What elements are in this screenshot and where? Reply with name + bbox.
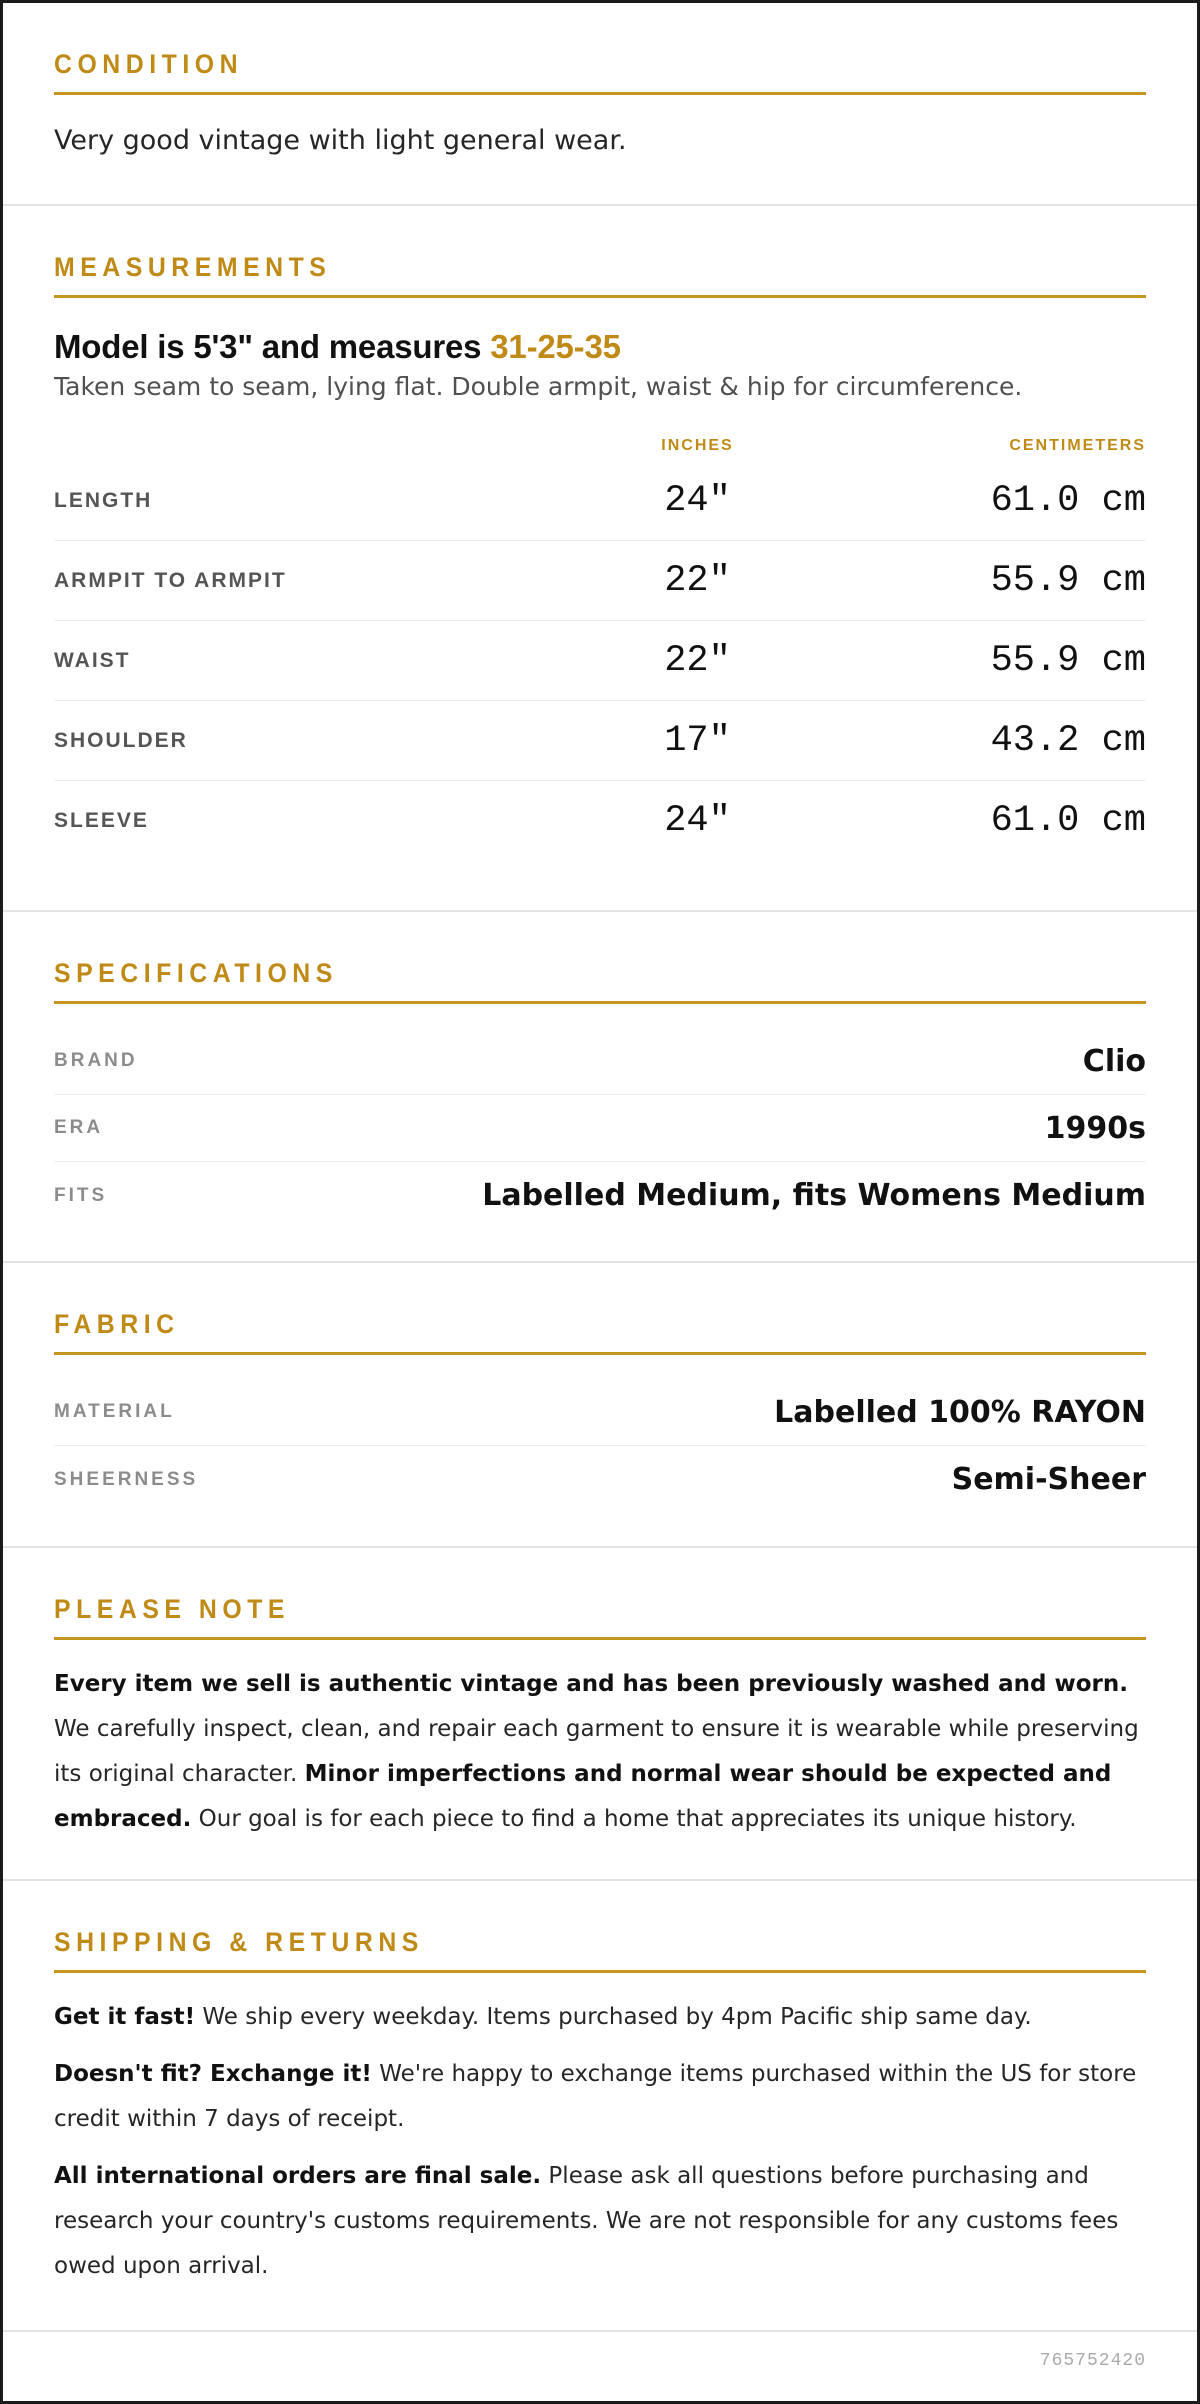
shipping-returns-section (3, 1881, 1197, 2332)
note-bold-2: Minor imperfections and normal wear should be expected and embraced. (54, 1761, 1112, 1832)
measurement-cm: 61.0 cm (990, 479, 1146, 522)
model-measurements (54, 328, 1146, 366)
measurements-heading: MEASUREMENTS (54, 252, 1146, 298)
fabric-value: Labelled 100% RAYON (774, 1394, 1146, 1430)
measurement-cm: 55.9 cm (990, 559, 1146, 602)
spec-value: Labelled Medium, fits Womens Medium (482, 1178, 1146, 1213)
measurement-inches: 22" (664, 559, 731, 602)
spec-value: 1990s (1044, 1110, 1146, 1146)
centimeters-column-header: CENTIMETERS (1009, 437, 1146, 454)
international-body: Please ask all questions before purchasing and research your country's customs requirements. We are not responsible for any customs fees owed upon arrival. (54, 2163, 1119, 2279)
shipping-paragraph (54, 1995, 1146, 2040)
table-row (54, 461, 1146, 541)
shipping-body: We ship every weekday. Items purchased by 4pm Pacific ship same day. (195, 2004, 1032, 2030)
measurements-table-header (54, 431, 1146, 461)
please-note-heading: PLEASE NOTE (54, 1594, 1146, 1640)
fabric-value: Semi-Sheer (951, 1462, 1146, 1497)
table-row (54, 1095, 1146, 1162)
model-ratio: 31-25-35 (490, 328, 621, 365)
note-text-2: Our goal is for each piece to find a home that appreciates its unique history. (191, 1806, 1077, 1832)
fabric-label: SHEERNESS (54, 1468, 199, 1490)
measurement-inches: 22" (664, 639, 731, 682)
measurement-label: LENGTH (54, 488, 153, 512)
fabric-table (54, 1379, 1146, 1513)
measurement-label: WAIST (54, 648, 131, 672)
specifications-heading: SPECIFICATIONS (54, 958, 1146, 1004)
table-row (54, 1379, 1146, 1446)
note-text-1: We carefully inspect, clean, and repair each garment to ensure it is wearable while preserving its original character. (54, 1716, 1139, 1787)
measurement-cm: 61.0 cm (990, 800, 1146, 842)
international-bold: All international orders are final sale. (54, 2163, 542, 2189)
measurements-table (54, 431, 1146, 861)
note-bold-1: Every item we sell is authentic vintage and has been previously washed and worn. (54, 1671, 1128, 1697)
fabric-label: MATERIAL (54, 1401, 175, 1422)
table-row (54, 1446, 1146, 1513)
condition-section (3, 3, 1197, 206)
table-row (54, 621, 1146, 701)
measurement-label: SHOULDER (54, 728, 188, 752)
shipping-heading: SHIPPING & RETURNS (54, 1927, 1146, 1973)
fabric-heading: FABRIC (54, 1309, 1146, 1355)
shipping-text (54, 1995, 1146, 2289)
item-id: 765752420 (1039, 2351, 1146, 2371)
measurement-inches: 17" (664, 719, 731, 762)
table-row (54, 1162, 1146, 1229)
measurement-cm: 43.2 cm (990, 719, 1146, 762)
measurement-inches: 24" (664, 800, 731, 842)
spec-label: ERA (54, 1117, 104, 1138)
shipping-bold: Get it fast! (54, 2004, 196, 2030)
exchange-body: We're happy to exchange items purchased within the US for store credit within 7 days of receipt. (54, 2061, 1137, 2132)
measurement-label: SLEEVE (54, 809, 149, 832)
table-row (54, 1028, 1146, 1095)
measurements-subtitle: Taken seam to seam, lying flat. Double armpit, waist & hip for circumference. (54, 372, 1023, 401)
fabric-section (3, 1263, 1197, 1548)
condition-text: Very good vintage with light general wear. (54, 125, 627, 156)
please-note-section (3, 1548, 1197, 1881)
inches-column-header: INCHES (661, 437, 734, 454)
table-row (54, 541, 1146, 621)
model-prefix: Model is 5'3" and measures (54, 328, 491, 365)
condition-heading: CONDITION (54, 49, 1146, 95)
spec-value: Clio (1082, 1043, 1146, 1079)
please-note-text (54, 1662, 1146, 1842)
table-row (54, 701, 1146, 781)
measurement-inches: 24" (664, 479, 731, 522)
exchange-paragraph (54, 2052, 1146, 2142)
table-row (54, 781, 1146, 861)
specifications-table (54, 1028, 1146, 1229)
measurements-section (3, 206, 1197, 912)
exchange-bold: Doesn't fit? Exchange it! (54, 2061, 372, 2087)
specifications-section (3, 912, 1197, 1263)
spec-label: BRAND (54, 1050, 138, 1071)
measurement-cm: 55.9 cm (990, 639, 1146, 682)
measurement-label: ARMPIT TO ARMPIT (54, 568, 287, 592)
spec-label: FITS (54, 1184, 108, 1206)
international-paragraph (54, 2154, 1146, 2289)
